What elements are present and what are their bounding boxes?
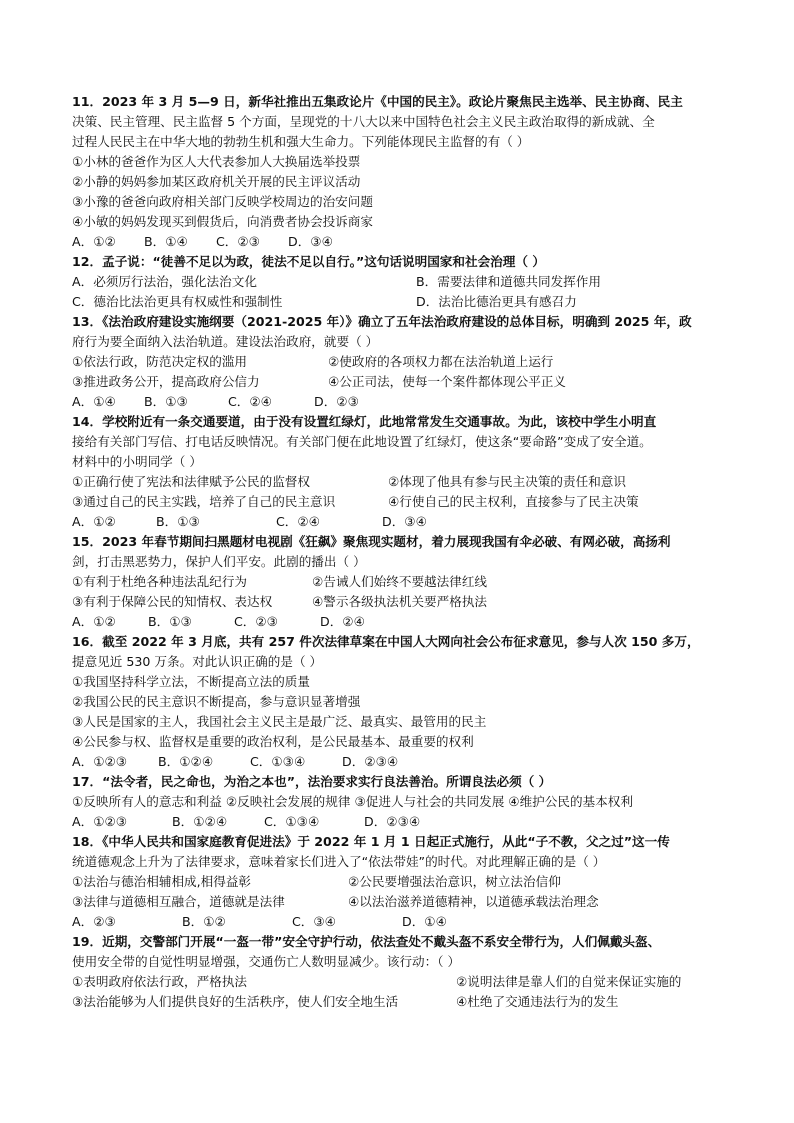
statement-2: ②告诫人们始终不要越法律红线 bbox=[312, 574, 488, 589]
choice-b: B．①④ bbox=[144, 234, 188, 249]
question-16-stem-line-2: 提意见近 530 万条。对此认识正确的是（ ） bbox=[72, 654, 323, 669]
statement-2: ②体现了他具有参与民主决策的责任和意识 bbox=[388, 474, 626, 489]
statement-3: ③推进政务公开，提高政府公信力 bbox=[72, 374, 260, 389]
statement-4: ④行使自己的民主权利，直接参与了民主决策 bbox=[388, 494, 639, 509]
question-19 bbox=[72, 932, 732, 1012]
choice-b: B．①③ bbox=[148, 614, 192, 629]
choice-c: C．①③④ bbox=[264, 814, 320, 829]
choice-c: C．②④ bbox=[276, 514, 320, 529]
statement-1: ①我国坚持科学立法，不断提高立法的质量 bbox=[72, 674, 310, 689]
question-15-stem-line-1: 15．2023 年春节期间扫黑题材电视剧《狂飙》聚焦现实题材，着力展现我国有伞必破、有网必破，高扬利 bbox=[72, 534, 671, 549]
answer-choices bbox=[72, 392, 732, 412]
choice-d: D．③④ bbox=[288, 234, 333, 249]
answer-choices bbox=[72, 512, 732, 532]
choice-a: A．①④ bbox=[72, 394, 116, 409]
choice-a: A．②③ bbox=[72, 914, 116, 929]
choice-c: C．③④ bbox=[292, 914, 336, 929]
statement-4: ④小敏的妈妈发现买到假货后，向消费者协会投诉商家 bbox=[72, 214, 373, 229]
question-16 bbox=[72, 632, 732, 772]
statement-4: ④警示各级执法机关要严格执法 bbox=[312, 594, 488, 609]
choice-a: A．①② bbox=[72, 514, 116, 529]
question-15-stem-line-2: 剑，打击黑恶势力，保护人们平安。此剧的播出（ ） bbox=[72, 554, 366, 569]
choice-a: A．①② bbox=[72, 234, 116, 249]
statement-row bbox=[72, 492, 732, 512]
choice-c: C．②④ bbox=[228, 394, 272, 409]
choice-a: A．必须厉行法治，强化法治文化 bbox=[72, 274, 257, 289]
question-13-stem-line-2: 府行为要全面纳入法治轨道。建设法治政府，就要（ ） bbox=[72, 334, 379, 349]
question-11-stem-line-2: 决策、民主管理、民主监督 5 个方面，呈现党的十八大以来中国特色社会主义民主政治取得的新成就、全 bbox=[72, 114, 655, 129]
statement-row bbox=[72, 992, 732, 1012]
choice-b: B．需要法律和道德共同发挥作用 bbox=[416, 274, 601, 289]
choice-b: B．①③ bbox=[144, 394, 188, 409]
question-18 bbox=[72, 832, 732, 932]
question-13-stem-line-1: 13．《法治政府建设实施纲要（2021-2025 年）》确立了五年法治政府建设的总体目标，明确到 2025 年，政 bbox=[72, 314, 692, 329]
question-14-stem-line-1: 14．学校附近有一条交通要道，由于没有设置红绿灯，此地常常发生交通事故。为此，该校中学生小明直 bbox=[72, 414, 657, 429]
choice-b: B．①② bbox=[182, 914, 226, 929]
choice-c: C．②③ bbox=[216, 234, 260, 249]
choice-d: D．②③④ bbox=[342, 754, 399, 769]
statement-row bbox=[72, 472, 732, 492]
statement-4: ④以法治滋养道德精神，以道德承载法治理念 bbox=[348, 894, 599, 909]
question-16-stem-line-1: 16．截至 2022 年 3 月底，共有 257 件次法律草案在中国人大网向社会公布征求意见，参与人次 150 多万， bbox=[72, 634, 700, 649]
statement-row bbox=[72, 572, 732, 592]
question-13 bbox=[72, 312, 732, 412]
question-18-stem-line-2: 统道德观念上升为了法律要求，意味着家长们进入了“依法带娃”的时代。对此理解正确的是（ ） bbox=[72, 854, 606, 869]
statement-2: ②我国公民的民主意识不断提高，参与意识显著增强 bbox=[72, 694, 361, 709]
answer-choices bbox=[72, 752, 732, 772]
question-14-stem-line-2: 接给有关部门写信、打电话反映情况。有关部门便在此地设置了红绿灯，使这条“要命路”变成了安全道。 bbox=[72, 434, 652, 449]
question-17-stem-line-1: 17．“法令者，民之命也，为治之本也”，法治要求实行良法善治。所谓良法必须（ ） bbox=[72, 774, 552, 789]
statement-3: ③法治能够为人们提供良好的生活秩序，使人们安全地生活 bbox=[72, 994, 399, 1009]
statement-row bbox=[72, 592, 732, 612]
statement-row bbox=[72, 892, 732, 912]
choice-d: D．法治比德治更具有感召力 bbox=[416, 294, 577, 309]
choice-b: B．①②④ bbox=[158, 754, 214, 769]
statement-3: ③人民是国家的主人，我国社会主义民主是最广泛、最真实、最管用的民主 bbox=[72, 714, 487, 729]
statement-1: ①表明政府依法行政，严格执法 bbox=[72, 974, 248, 989]
choice-b: B．①②④ bbox=[172, 814, 228, 829]
statement-2: ②使政府的各项权力都在法治轨道上运行 bbox=[328, 354, 554, 369]
statement-1: ①依法行政，防范决定权的滥用 bbox=[72, 354, 248, 369]
choice-c: C．德治比法治更具有权威性和强制性 bbox=[72, 294, 283, 309]
answer-choices bbox=[72, 812, 732, 832]
question-19-stem-line-2: 使用安全带的自觉性明显增强，交通伤亡人数明显减少。该行动：（ ） bbox=[72, 954, 461, 969]
question-11 bbox=[72, 92, 732, 252]
statement-2: ②公民要增强法治意识，树立法治信仰 bbox=[348, 874, 561, 889]
statement-row bbox=[72, 872, 732, 892]
statement-1: ①小林的爸爸作为区人大代表参加人大换届选举投票 bbox=[72, 154, 361, 169]
question-17 bbox=[72, 772, 732, 832]
statement-4: ④公民参与权、监督权是重要的政治权利，是公民最基本、最重要的权利 bbox=[72, 734, 474, 749]
choice-a: A．①② bbox=[72, 614, 116, 629]
statement-3: ③法律与道德相互融合，道德就是法律 bbox=[72, 894, 285, 909]
question-11-stem-line-3: 过程人民民主在中华大地的勃勃生机和强大生命力。下列能体现民主监督的有（ ） bbox=[72, 134, 530, 149]
statement-3: ③小豫的爸爸向政府相关部门反映学校周边的治安问题 bbox=[72, 194, 373, 209]
statement-row bbox=[72, 972, 732, 992]
answer-choices bbox=[72, 912, 732, 932]
choice-d: D．②④ bbox=[320, 614, 365, 629]
statement-row bbox=[72, 372, 732, 392]
question-17-statements: ①反映所有人的意志和利益 ②反映社会发展的规律 ③促进人与社会的共同发展 ④维护公民的基本权利 bbox=[72, 794, 633, 809]
answer-choices bbox=[72, 612, 732, 632]
question-11-stem-line-1: 11．2023 年 3 月 5—9 日，新华社推出五集政论片《中国的民主》。政论片聚焦民主选举、民主协商、民主 bbox=[72, 94, 683, 109]
statement-1: ①法治与德治相辅相成,相得益彰 bbox=[72, 874, 252, 889]
statement-2: ②小静的妈妈参加某区政府机关开展的民主评议活动 bbox=[72, 174, 361, 189]
question-18-stem-line-1: 18．《中华人民共和国家庭教育促进法》于 2022 年 1 月 1 日起正式施行，从此“子不教，父之过”这一传 bbox=[72, 834, 670, 849]
question-15 bbox=[72, 532, 732, 632]
choice-row bbox=[72, 292, 732, 312]
answer-choices bbox=[72, 232, 732, 252]
statement-1: ①正确行使了宪法和法律赋予公民的监督权 bbox=[72, 474, 310, 489]
choice-d: D．③④ bbox=[382, 514, 427, 529]
statement-3: ③有利于保障公民的知情权、表达权 bbox=[72, 594, 273, 609]
statement-4: ④杜绝了交通违法行为的发生 bbox=[456, 994, 619, 1009]
statement-1: ①有利于杜绝各种违法乱纪行为 bbox=[72, 574, 248, 589]
exam-sheet bbox=[72, 92, 732, 1012]
choice-c: C．②③ bbox=[234, 614, 278, 629]
choice-d: D．①④ bbox=[402, 914, 447, 929]
statement-4: ④公正司法，使每一个案件都体现公平正义 bbox=[328, 374, 566, 389]
question-14 bbox=[72, 412, 732, 532]
question-19-stem-line-1: 19．近期，交警部门开展“一盔一带”安全守护行动，依法查处不戴头盔不系安全带行为，人们佩戴头盔、 bbox=[72, 934, 661, 949]
question-14-stem-line-3: 材料中的小明同学（ ） bbox=[72, 454, 202, 469]
statement-2: ②说明法律是靠人们的自觉来保证实施的 bbox=[456, 974, 682, 989]
question-12 bbox=[72, 252, 732, 312]
question-12-stem-line-1: 12．孟子说：“徒善不足以为政，徒法不足以自行。”这句话说明国家和社会治理（ ） bbox=[72, 254, 545, 269]
statement-3: ③通过自己的民主实践，培养了自己的民主意识 bbox=[72, 494, 336, 509]
choice-row bbox=[72, 272, 732, 292]
choice-d: D．②③ bbox=[314, 394, 359, 409]
choice-b: B．①③ bbox=[156, 514, 200, 529]
statement-row bbox=[72, 352, 732, 372]
choice-a: A．①②③ bbox=[72, 754, 128, 769]
choice-d: D．②③④ bbox=[364, 814, 421, 829]
choice-c: C．①③④ bbox=[250, 754, 306, 769]
choice-a: A．①②③ bbox=[72, 814, 128, 829]
